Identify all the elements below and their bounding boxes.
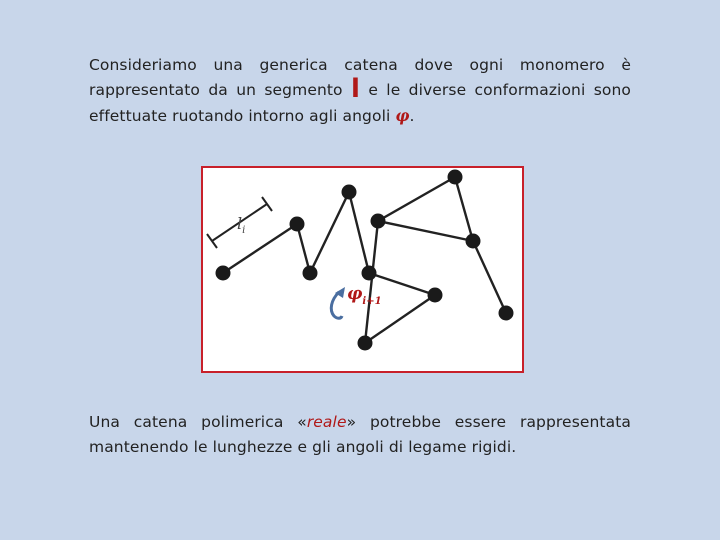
monomer-node	[216, 266, 231, 281]
monomer-node	[428, 288, 443, 303]
monomer-node	[466, 234, 481, 249]
monomer-node	[448, 170, 463, 185]
monomer-node	[342, 185, 357, 200]
monomer-node	[303, 266, 318, 281]
polymer-chain-diagram	[203, 168, 521, 370]
monomer-node	[362, 266, 377, 281]
emphasis-reale: reale	[306, 413, 347, 431]
intro-text-end: .	[409, 107, 415, 125]
rotation-angle-symbol: φ	[395, 106, 410, 125]
branch-bond	[378, 221, 473, 241]
angle-label: $\varphi_{i+1}$	[347, 284, 382, 307]
conclusion-text-2: » potrebbe essere rappresentata mantenendo le lunghezze e gli angoli di legame rigidi.	[89, 413, 631, 456]
conclusion-text-1: Una catena polimerica «	[89, 413, 307, 431]
intro-text-2: e le diverse conformazioni sono effettuate ruotando intorno agli angoli	[89, 81, 631, 125]
intro-paragraph	[89, 53, 631, 129]
segment-length-symbol: l	[350, 74, 360, 104]
monomer-nodes	[216, 170, 514, 351]
monomer-node	[290, 217, 305, 232]
monomer-node	[358, 336, 373, 351]
monomer-node	[371, 214, 386, 229]
monomer-node	[499, 306, 514, 321]
conclusion-paragraph	[89, 410, 631, 460]
segment-label: $l_i$	[237, 214, 246, 236]
polymer-chain-figure	[201, 166, 524, 373]
intro-text-1: Consideriamo una generica catena dove ogni monomero è rappresentato da un segmento	[89, 56, 631, 99]
